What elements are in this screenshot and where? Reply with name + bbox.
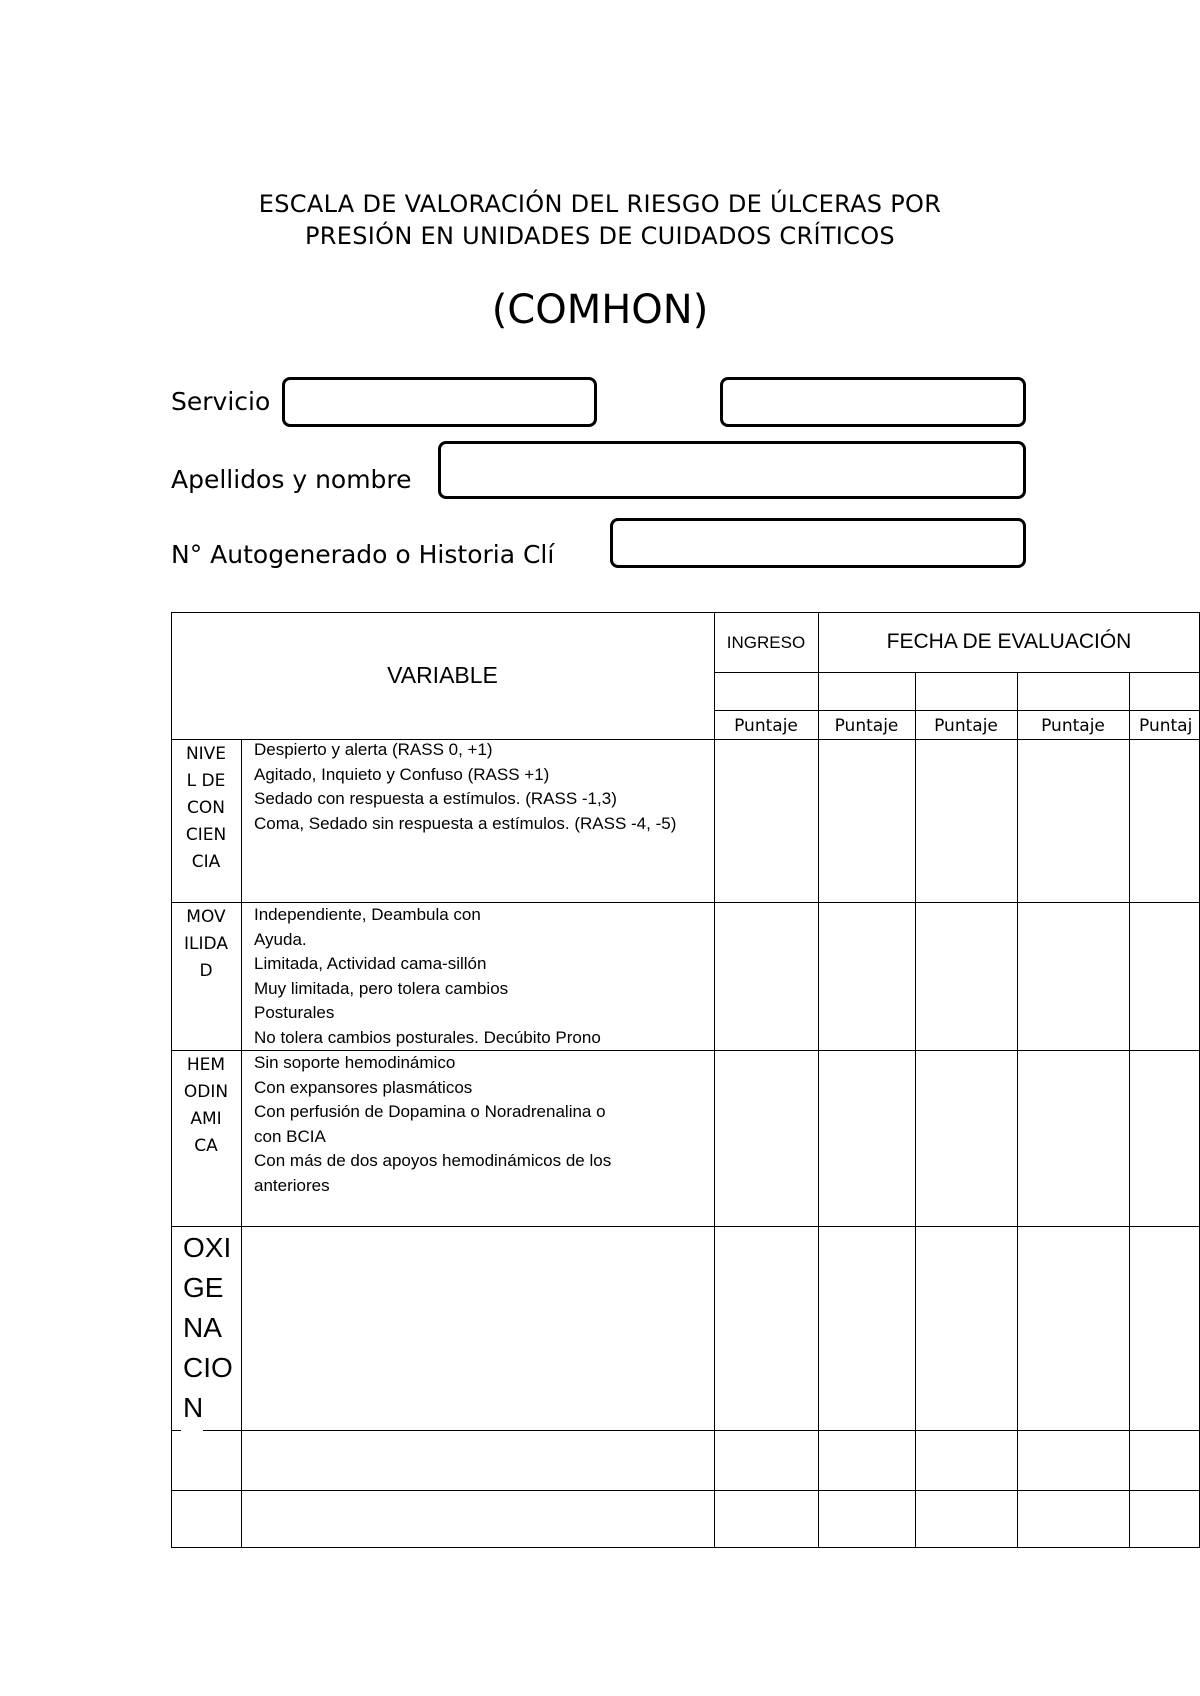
row-options-hemodinamica [254, 1051, 611, 1198]
option-text: con BCIA [254, 1126, 326, 1146]
row-label-hemodinamica: HEM ODIN AMI CA [183, 1055, 229, 1156]
page-title [140, 188, 1060, 252]
servicio-label: Servicio [171, 387, 271, 416]
table-line-date [714, 672, 1200, 673]
table-border-bottom [171, 1547, 1200, 1548]
variable-header: VARIABLE [387, 662, 498, 688]
option-text: Con perfusión de Dopamina o Noradrenalina o [254, 1102, 606, 1121]
score-header: Puntaje [834, 716, 899, 736]
option-text: Coma, Sedado sin respuesta a estímulos. (RASS -4, -5) [254, 813, 677, 833]
option-text: Independiente, Deambula con [254, 905, 481, 924]
table-line-eval1-col [818, 612, 819, 1548]
option-text: Ayuda. [254, 929, 307, 949]
option-text: Con expansores plasmáticos [254, 1077, 473, 1097]
table-line-eval2-col [915, 672, 916, 1548]
servicio-field[interactable] [282, 377, 597, 427]
table-line-label-col [241, 739, 242, 1548]
nombre-field[interactable] [438, 441, 1026, 499]
table-line-row4 [203, 1430, 1200, 1431]
fecha-field[interactable] [720, 377, 1026, 427]
score-header: Puntaj [1139, 716, 1193, 736]
row-options-conciencia [254, 738, 676, 836]
title-line-2: PRESIÓN EN UNIDADES DE CUIDADOS CRÍTICOS [305, 222, 895, 250]
option-text: No tolera cambios posturales. Decúbito Prono [254, 1027, 601, 1047]
ingreso-header: INGRESO [726, 633, 806, 652]
table-line-eval4-col [1129, 672, 1130, 1548]
row-options-movilidad [254, 903, 601, 1050]
title-line-1: ESCALA DE VALORACIÓN DEL RIESGO DE ÚLCERAS POR [258, 190, 942, 218]
row-label-conciencia: NIVE L DE CON CIEN CIA [185, 744, 227, 872]
table-line-date-bottom [714, 710, 1200, 711]
table-line-row3 [171, 1226, 1200, 1227]
option-text: Despierto y alerta (RASS 0, +1) [254, 740, 493, 759]
option-text: Sedado con respuesta a estímulos. (RASS -1,3) [254, 789, 617, 808]
table-line-row5 [171, 1490, 1200, 1491]
option-text: anteriores [254, 1175, 330, 1195]
nombre-label: Apellidos y nombre [171, 465, 412, 494]
table-line-eval3-col [1017, 672, 1018, 1548]
score-header: Puntaje [734, 716, 798, 736]
historia-label: N° Autogenerado o Historia Clí [171, 540, 555, 569]
table-border-top [171, 612, 1200, 613]
acronym-title: (COMHON) [491, 287, 709, 333]
option-text: Limitada, Actividad cama-sillón [254, 954, 487, 973]
option-text: Muy limitada, pero tolera cambios [254, 978, 509, 998]
option-text: Con más de dos apoyos hemodinámicos de los [254, 1151, 612, 1170]
score-header: Puntaje [934, 716, 998, 736]
table-line-row4-stub [171, 1430, 181, 1431]
table-line-ingreso-col [714, 612, 715, 1548]
row-label-oxigenacion: OXI GE NA CIO N [183, 1232, 233, 1423]
fecha-evaluacion-header: FECHA DE EVALUACIÓN [886, 630, 1132, 653]
option-text: Agitado, Inquieto y Confuso (RASS +1) [254, 764, 550, 784]
option-text: Sin soporte hemodinámico [254, 1053, 456, 1072]
option-text: Posturales [254, 1003, 335, 1022]
row-label-movilidad: MOV ILIDA D [184, 907, 228, 981]
historia-field[interactable] [610, 518, 1026, 568]
score-header: Puntaje [1041, 716, 1105, 736]
